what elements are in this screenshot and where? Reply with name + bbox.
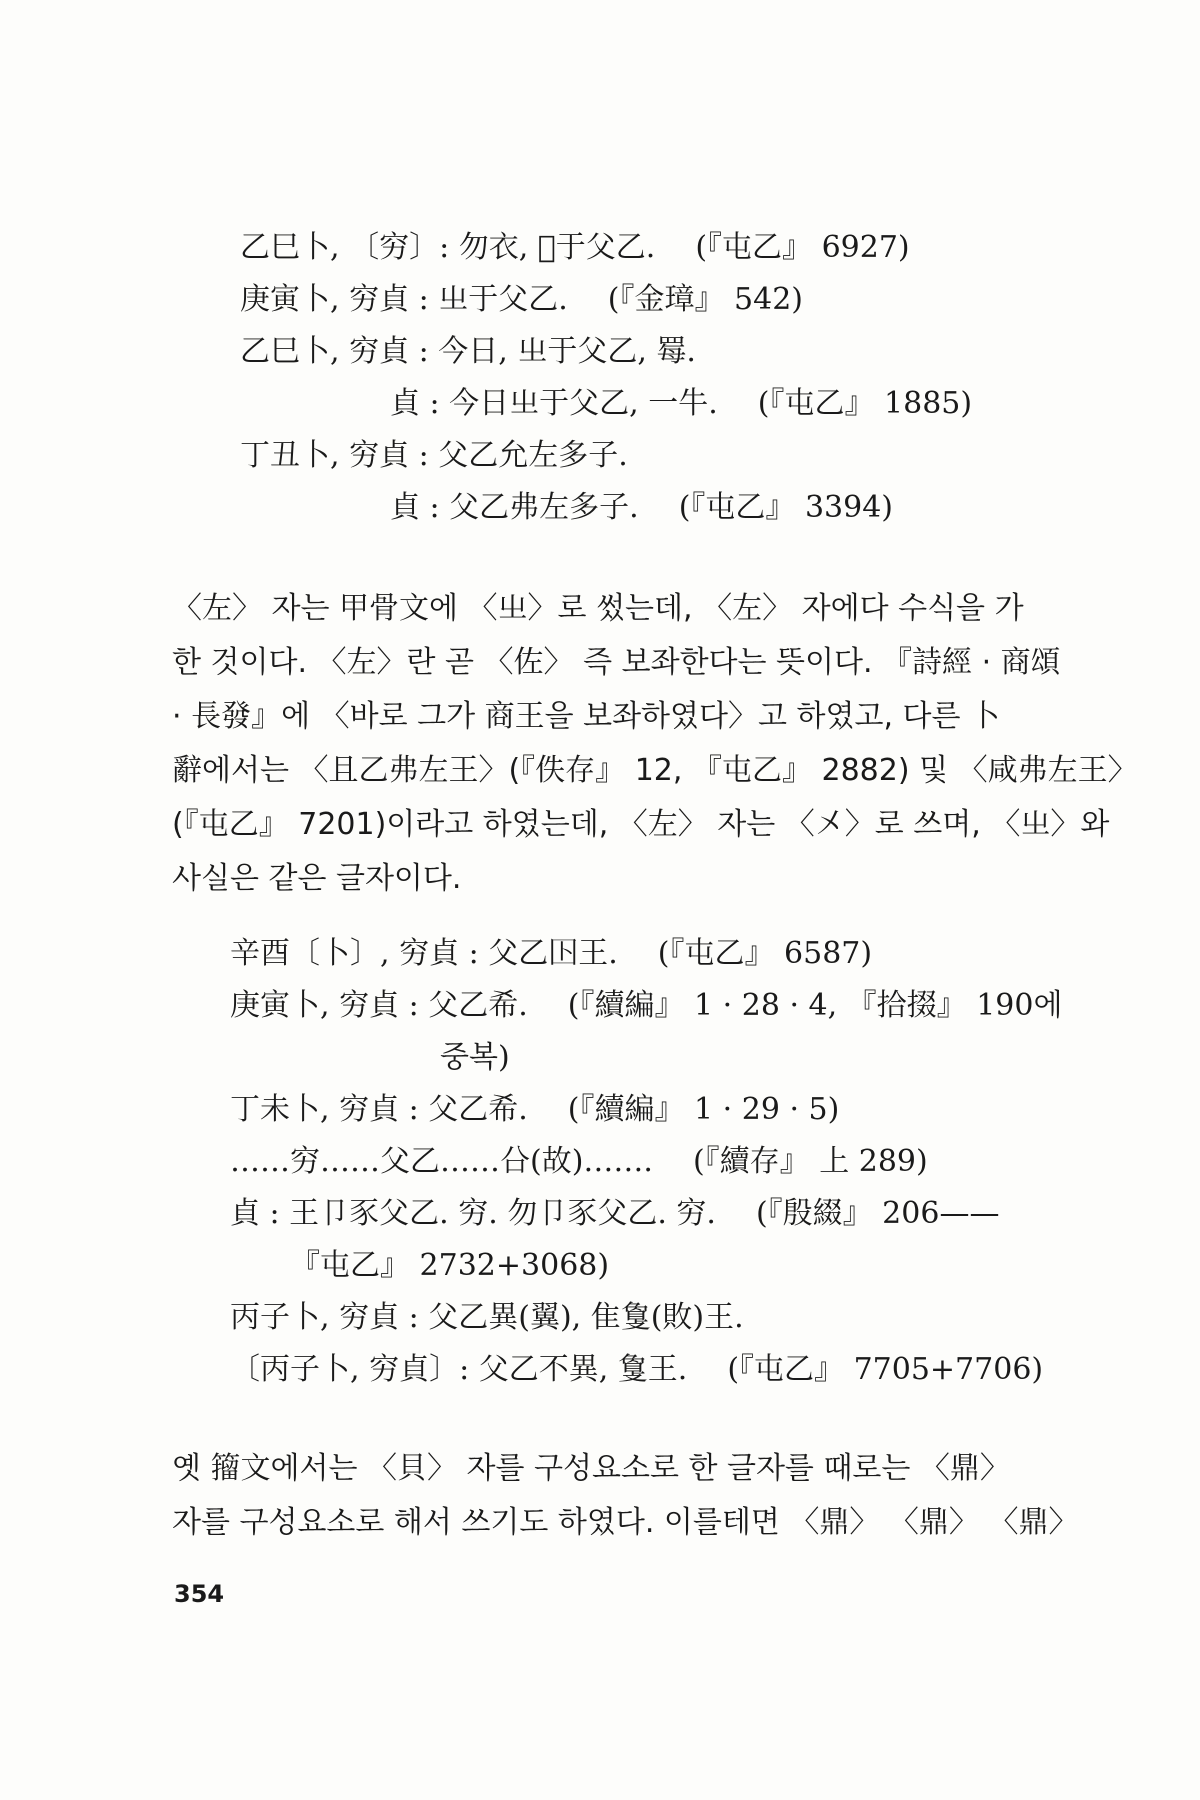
inscription-line: 庚寅卜, 穷貞 : 㞢于父乙. (『金璋』 542): [240, 282, 804, 317]
inscription-line: 乙巳卜, 〔穷〕: 勿衣, 𨠃于父乙. (『屯乙』 6927): [240, 230, 910, 265]
paragraph-line: · 長發』에 〈바로 그가 商王을 보좌하였다〉고 하였고, 다른 卜: [172, 699, 1001, 734]
paragraph-line: 辭에서는 〈且乙弗左王〉(『佚存』 12, 『屯乙』 2882) 및 〈咸弗左王〉: [172, 753, 1138, 788]
paragraph-line: 옛 籀文에서는 〈貝〉 자를 구성요소로 한 글자를 때로는 〈鼎〉: [172, 1451, 1010, 1486]
paragraph-line: 사실은 같은 글자이다.: [172, 861, 462, 896]
inscription-line: 貞 : 今日㞢于父乙, 一牛. (『屯乙』 1885): [390, 386, 973, 421]
inscription-line: 〔丙子卜, 穷貞〕: 父乙不異, 𢿌王. (『屯乙』 7705+7706): [230, 1352, 1044, 1387]
paragraph-line: 한 것이다. 〈左〉란 곧 〈佐〉 즉 보좌한다는 뜻이다. 『詩經 · 商頌: [172, 645, 1061, 680]
inscription-line: 貞 : 王卩豕父乙. 穷. 勿卩豕父乙. 穷. (『殷綴』 206——: [230, 1196, 1000, 1231]
inscription-line: 丁丑卜, 穷貞 : 父乙允左多子.: [240, 438, 628, 473]
inscription-line: ……穷……父乙……㕣(故)……. (『續存』 上 289): [230, 1144, 928, 1179]
commentary-paragraph-1: [172, 582, 1138, 906]
inscription-line: 貞 : 父乙弗左多子. (『屯乙』 3394): [390, 490, 894, 525]
commentary-paragraph-2: [172, 1442, 1079, 1550]
inscription-line: 丁未卜, 穷貞 : 父乙希. (『續編』 1 · 29 · 5): [230, 1092, 840, 1127]
inscription-line: 乙巳卜, 穷貞 : 今日, 㞢于父乙, 䍙.: [240, 334, 696, 369]
inscription-line: 丙子卜, 穷貞 : 父乙異(翼), 隹𢿌(敗)王.: [230, 1300, 744, 1335]
inscription-block-1: [240, 222, 1060, 534]
inscription-line: 庚寅卜, 穷貞 : 父乙希. (『續編』 1 · 28 · 4, 『拾掇』 190에: [230, 988, 1063, 1023]
inscription-block-2: [230, 928, 1070, 1396]
inscription-line: 辛酉〔卜〕, 穷貞 : 父乙𡆥王. (『屯乙』 6587): [230, 936, 873, 971]
inscription-line: 중복): [440, 1040, 510, 1075]
page-number: 354: [174, 1580, 225, 1608]
paragraph-line: (『屯乙』 7201)이라고 하였는데, 〈左〉 자는 〈㐅〉로 쓰며, 〈㞢〉와: [172, 807, 1110, 842]
paragraph-line: 자를 구성요소로 해서 쓰기도 하였다. 이를테면 〈鼎〉 〈鼎〉 〈鼎〉: [172, 1505, 1079, 1540]
paragraph-line: 〈左〉 자는 甲骨文에 〈㞢〉로 썼는데, 〈左〉 자에다 수식을 가: [172, 591, 1024, 626]
inscription-line: 『屯乙』 2732+3068): [290, 1248, 610, 1283]
